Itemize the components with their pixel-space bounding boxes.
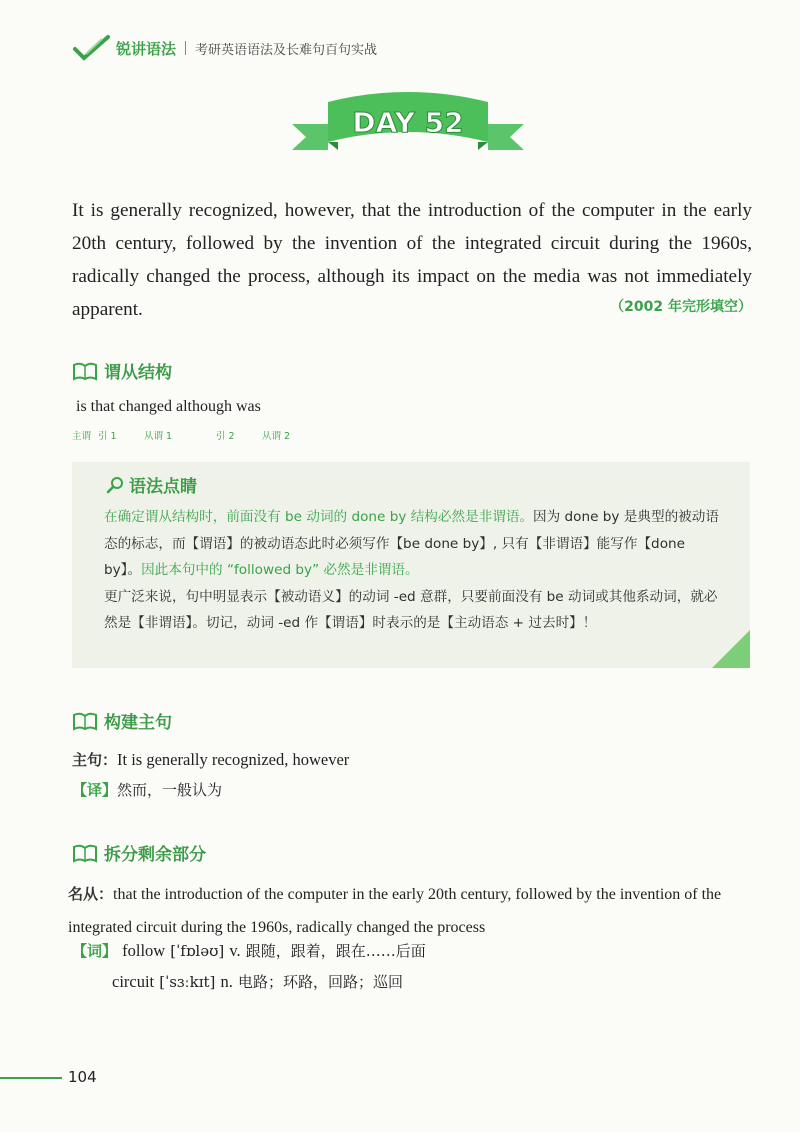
translation-label: 【译】 <box>72 781 118 799</box>
translation-text: 然而，一般认为 <box>117 781 223 799</box>
vocab-ipa: [ˈfɒləʊ] <box>170 942 225 960</box>
brand-name: 锐讲语法 <box>116 39 177 58</box>
predicate-words: is that changed although was <box>76 398 261 415</box>
vocab-meaning: 跟随，跟着，跟在……后面 <box>245 942 426 960</box>
header-divider <box>185 41 186 55</box>
noun-clause-text: that the introduction of the computer in the early 20th century, followed by the invention of the integrated circuit during the 1960s, radically changed the process <box>68 886 722 936</box>
tag-conj-1: 引 1 <box>98 431 117 442</box>
magnifier-icon <box>106 476 124 494</box>
note-key-point: 在确定谓从结构时，前面没有 be 动词的 done by 结构必然是非谓语。 <box>104 509 534 525</box>
grammar-note <box>72 462 750 668</box>
note-title: 语法点睛 <box>129 477 197 497</box>
note-extension: 更广泛来说，句中明显表示【被动语义】的动词 -ed 意群，只要前面没有 be 动词或其他系动词，就必然是【非谓语】。切记，动词 -ed 作【谓语】时表示的是【主动语态 + 过去时】！ <box>104 588 718 631</box>
vocab-word: follow <box>122 941 166 960</box>
tag-sub-predicate-1: 从谓 1 <box>144 431 173 442</box>
page-header <box>72 30 377 66</box>
book-icon <box>72 361 98 381</box>
book-subtitle: 考研英语语法及长难句百句实战 <box>195 42 378 58</box>
translation-line <box>72 779 222 800</box>
target-sentence: It is generally recognized, however, that the introduction of the computer in the early 20th century, followed by the invention of the integrated circuit during the 1960s, radically changed the process, although its impact on the media was not immediately apparent. <box>72 200 752 320</box>
day-banner <box>292 84 524 160</box>
note-body <box>104 504 726 637</box>
note-heading <box>106 472 197 497</box>
vocab-meaning: 电路；环路，回路；巡回 <box>237 973 403 991</box>
main-clause-line <box>72 749 349 770</box>
sentence-source: （2002 年完形填空） <box>610 299 752 315</box>
main-clause-text: It is generally recognized, however <box>117 750 350 769</box>
section-predicate <box>72 358 172 383</box>
main-clause-label: 主句： <box>72 751 118 769</box>
checkmark-pen-icon <box>72 33 112 63</box>
section-main-clause <box>72 708 172 733</box>
noun-clause-label: 名从： <box>68 885 114 903</box>
vocab-label: 【词】 <box>72 942 118 960</box>
section-title: 构建主句 <box>104 713 172 733</box>
vocab-pos: v. <box>229 941 241 960</box>
vocab-row-circuit <box>112 971 403 992</box>
page-number: 104 <box>68 1068 97 1086</box>
book-icon <box>72 843 98 863</box>
vocab-ipa: [ˈsɜːkɪt] <box>159 973 216 991</box>
footer-rule <box>0 1077 62 1079</box>
note-explanation: 因为 done by 是典型的被动语态的标志，而【谓语】的被动语态此时必须写作【be done by】, 只有【非谓语】能写作【done by】。 <box>104 509 719 578</box>
banner-text: DAY 52 <box>352 106 464 139</box>
tag-main-predicate: 主谓 <box>72 431 92 442</box>
section-title: 谓从结构 <box>104 363 172 383</box>
vocab-pos: n. <box>220 972 233 991</box>
noun-clause-paragraph <box>68 878 752 944</box>
vocab-row-follow <box>72 940 426 961</box>
page-fold-decoration <box>712 630 750 668</box>
tag-sub-predicate-2: 从谓 2 <box>262 431 291 442</box>
note-conclusion: 因此本句中的 “followed by” 必然是非谓语。 <box>141 562 419 578</box>
vocab-word: circuit <box>112 972 155 991</box>
tag-conj-2: 引 2 <box>216 431 235 442</box>
book-icon <box>72 711 98 731</box>
section-remainder <box>72 840 206 865</box>
section-title: 拆分剩余部分 <box>104 845 206 865</box>
